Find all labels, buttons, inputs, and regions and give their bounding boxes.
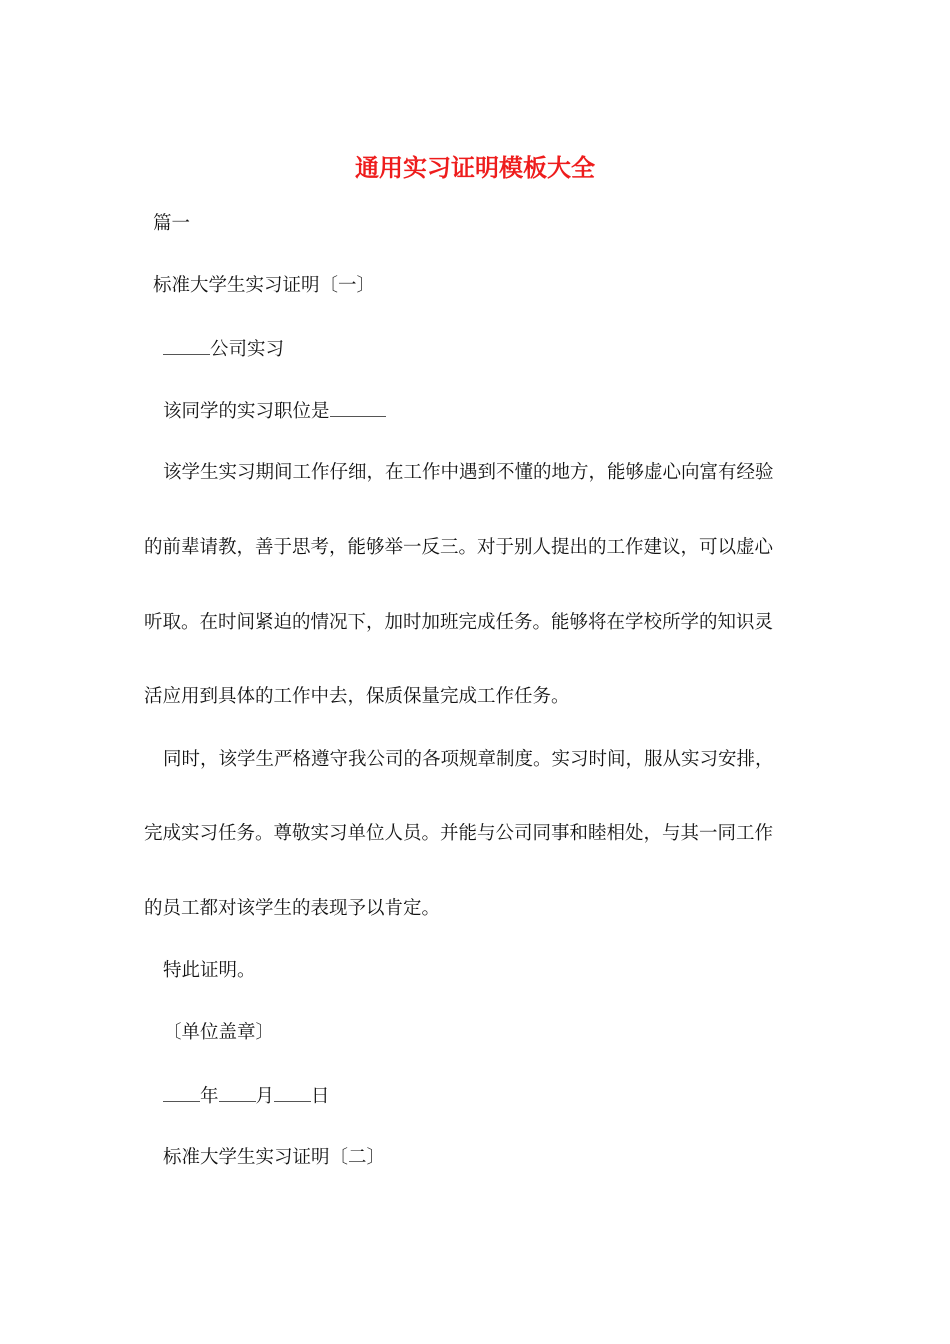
paragraph-one-line: 的前辈请教，善于思考，能够举一反三。对于别人提出的工作建议，可以虚心 [144, 537, 774, 558]
month-blank [219, 1083, 256, 1102]
company-internship-text: 公司实习 [210, 339, 285, 360]
company-name-blank [163, 336, 210, 355]
paragraph-two-line: 完成实习任务。尊敬实习单位人员。并能与公司同事和睦相处，与其一同工作 [144, 823, 774, 844]
company-internship-line [163, 336, 284, 363]
day-blank [274, 1083, 311, 1102]
date-line [163, 1083, 330, 1110]
day-label: 日 [311, 1086, 330, 1107]
seal-line: 〔单位盖章〕 [163, 1022, 275, 1043]
paragraph-two-line: 的员工都对该学生的表现予以肯定。 [144, 898, 441, 919]
paragraph-one-line: 活应用到具体的工作中去，保质保量完成工作任务。 [144, 686, 570, 707]
certificate-two-heading: 标准大学生实习证明〔二〕 [163, 1147, 386, 1168]
position-line [163, 398, 386, 425]
paragraph-one-line: 听取。在时间紧迫的情况下，加时加班完成任务。能够将在学校所学的知识灵 [144, 612, 774, 633]
position-blank [330, 398, 386, 417]
month-label: 月 [255, 1086, 275, 1107]
year-label: 年 [200, 1086, 219, 1107]
section-label: 篇一 [153, 213, 191, 234]
closing-statement: 特此证明。 [163, 960, 256, 981]
paragraph-two-line: 同时，该学生严格遵守我公司的各项规章制度。实习时间，服从实习安排， [163, 749, 774, 770]
paragraph-one-line: 该学生实习期间工作仔细，在工作中遇到不懂的地方，能够虚心向富有经验 [163, 462, 774, 483]
certificate-one-heading: 标准大学生实习证明〔一〕 [153, 275, 376, 296]
year-blank [163, 1083, 200, 1102]
position-text: 该同学的实习职位是 [163, 401, 330, 422]
document-title: 通用实习证明模板大全 [355, 153, 595, 182]
